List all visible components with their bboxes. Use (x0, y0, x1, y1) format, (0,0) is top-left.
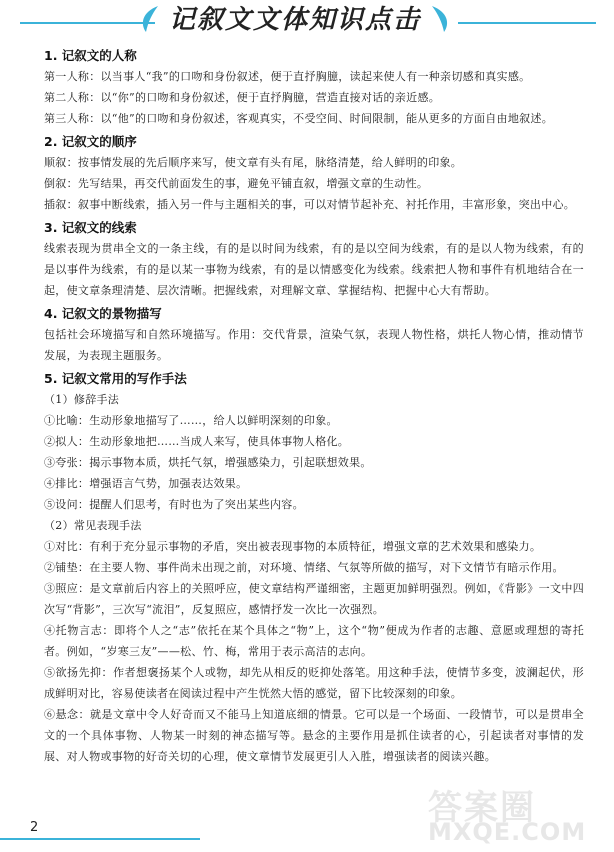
paragraph: ⑤设问：提醒人们思考，有时也为了突出某些内容。 (44, 498, 304, 511)
section-scenery (44, 304, 584, 366)
paragraph: ⑥悬念：就是文章中令人好奇而又不能马上知道底细的情景。它可以是一个场面、一段情节，可以是贯串全文的一个具体事物、人物某一时刻的神态描写等。悬念的主要作用是抓住读者的心，引起读者对事情的发展、对人物或事物的好奇关切的心理，使文章情节发展更引人入胜，增强读者的阅读兴趣。 (44, 708, 584, 763)
paragraph: ④托物言志：即将个人之“志”依托在某个具体之“物”上，这个“物”便成为作者的志趣、意愿或理想的寄托者。例如，“岁寒三友”——松、竹、梅，常用于表示高洁的志向。 (44, 624, 584, 658)
paragraph: ③夸张：揭示事物本质，烘托气氛，增强感染力，引起联想效果。 (44, 456, 372, 469)
paragraph: 插叙：叙事中断线索，插入另一件与主题相关的事，可以对情节起补充、衬托作用，丰富形象，突出中心。 (44, 198, 576, 211)
paragraph: 第二人称：以“你”的口吻和身份叙述，便于直抒胸臆，营造直接对话的亲近感。 (44, 91, 441, 104)
paragraph: 线索表现为贯串全文的一条主线，有的是以时间为线索，有的是以空间为线索，有的是以人物为线索，有的是以事件为线索，有的是以某一事物为线索，有的是以情感变化为线索。线索把人物和事件有机地结合在一起，使文章条理清楚、层次清晰。把握线索，对理解文章、掌握结构、把握中心大有帮助。 (44, 242, 584, 297)
paragraph: ①对比：有利于充分显示事物的矛盾，突出被表现事物的本质特征，增强文章的艺术效果和感染力。 (44, 540, 542, 553)
page-banner (0, 0, 614, 40)
paragraph: ②铺垫：在主要人物、事件尚未出现之前，对环境、情绪、气氛等所做的描写，对下文情节有暗示作用。 (44, 561, 564, 574)
document-body (44, 46, 584, 767)
footer-line (0, 838, 200, 840)
watermark-logo (428, 780, 608, 850)
paragraph: 第三人称：以“他”的口吻和身份叙述，客观真实，不受空间、时间限制，能从更多的方面自由地叙述。 (44, 112, 554, 125)
section-heading: 1. 记叙文的人称 (44, 48, 137, 63)
banner-title: 记叙文文体知识点击 (168, 5, 421, 35)
section-person (44, 46, 584, 129)
paragraph: ③照应：是文章前后内容上的关照呼应，使文章结构严谨细密，主题更加鲜明强烈。例如，《背影》一文中四次写“背影”，三次写“流泪”，反复照应，感情抒发一次比一次强烈。 (44, 582, 584, 616)
leaf-right-icon (428, 4, 452, 34)
paragraph: （2）常见表现手法 (44, 519, 142, 532)
section-heading: 2. 记叙文的顺序 (44, 134, 137, 149)
paragraph: ④排比：增强语言气势，加强表达效果。 (44, 477, 248, 490)
section-clue (44, 218, 584, 301)
paragraph: 顺叙：按事情发展的先后顺序来写，使文章有头有尾，脉络清楚，给人鲜明的印象。 (44, 156, 463, 169)
page-number: 2 (30, 820, 39, 835)
section-order (44, 132, 584, 215)
paragraph: （1）修辞手法 (44, 393, 120, 406)
paragraph: 包括社会环境描写和自然环境描写。作用：交代背景，渲染气氛，表现人物性格，烘托人物心情，推动情节发展，为表现主题服务。 (44, 328, 584, 362)
leaf-left-icon (138, 4, 162, 34)
paragraph: ①比喻：生动形象地描写了……，给人以鲜明深刻的印象。 (44, 414, 338, 427)
watermark-text: 答案圈 (428, 788, 536, 828)
paragraph: 第一人称：以当事人“我”的口吻和身份叙述，便于直抒胸臆，读起来使人有一种亲切感和真实感。 (44, 70, 531, 83)
section-heading: 4. 记叙文的景物描写 (44, 306, 162, 321)
watermark-url: MXQE.COM (428, 818, 587, 846)
section-techniques (44, 369, 584, 767)
banner-line-right (458, 22, 596, 24)
paragraph: ②拟人：生动形象地把……当成人来写，使具体事物人格化。 (44, 435, 350, 448)
section-heading: 3. 记叙文的线索 (44, 220, 137, 235)
section-heading: 5. 记叙文常用的写作手法 (44, 371, 187, 386)
banner-line-left (20, 22, 155, 24)
paragraph: 倒叙：先写结果，再交代前面发生的事，避免平铺直叙，增强文章的生动性。 (44, 177, 429, 190)
paragraph: ⑤欲扬先抑：作者想褒扬某个人或物，却先从相反的贬抑处落笔。用这种手法，使情节多变，波澜起伏，形成鲜明对比，容易使读者在阅读过程中产生恍然大悟的感觉，留下比较深刻的印象。 (44, 666, 584, 700)
